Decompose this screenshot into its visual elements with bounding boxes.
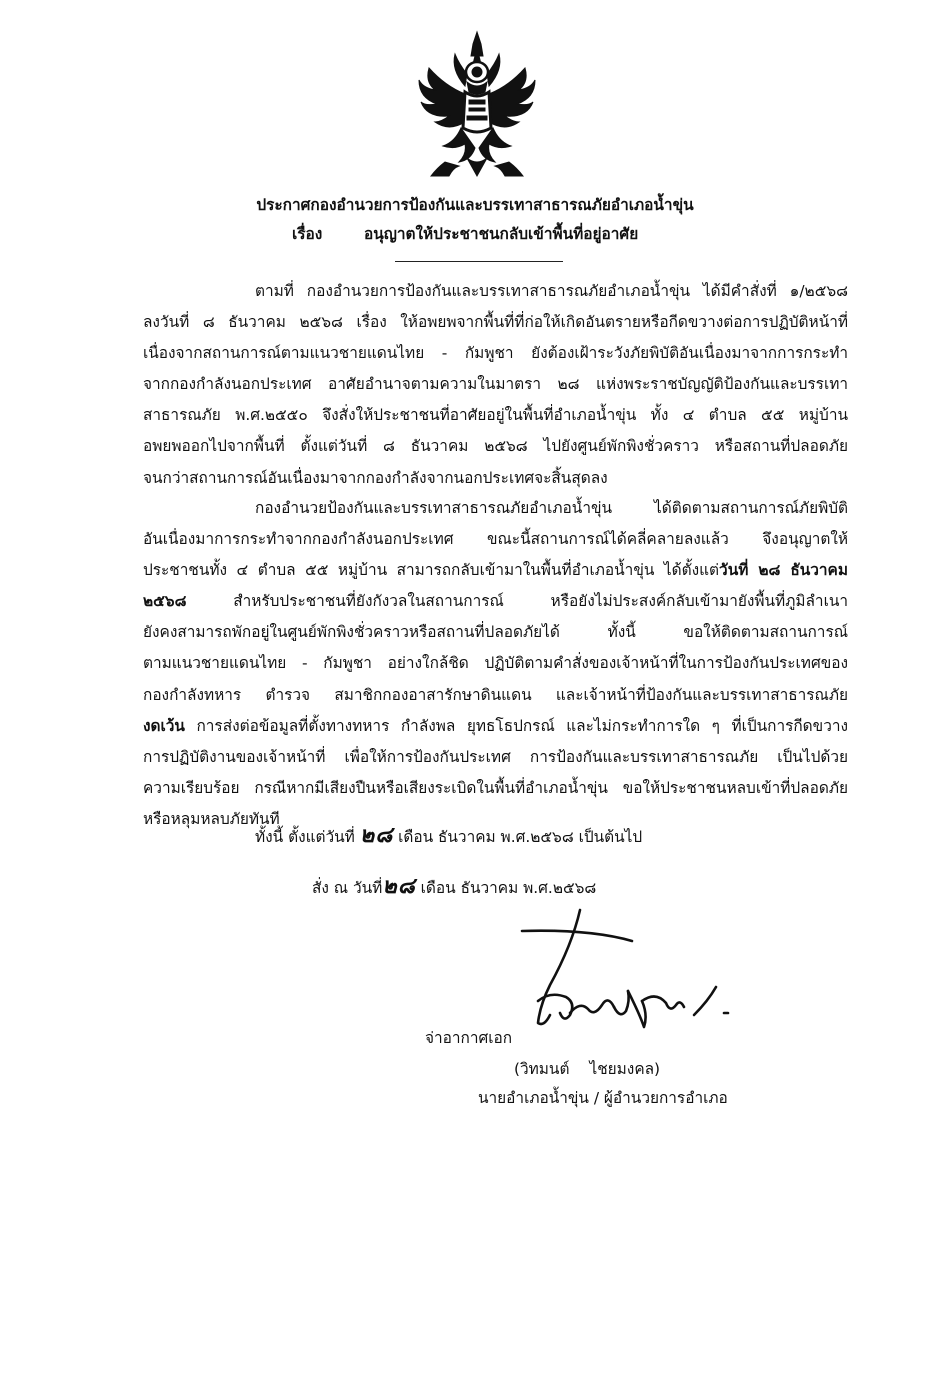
paragraph-2-line (143, 555, 848, 586)
paragraph-2-line: ยังคงสามารถพักอยู่ในศูนย์พักพิงชั่วคราวหรือสถานที่ปลอดภัยได้ ทั้งนี้ ขอให้ติดตามสถานการณ์ (143, 623, 848, 642)
signatory-first-name: (วิทมนต์ (514, 1060, 570, 1078)
announcement-title: ประกาศกองอำนวยการป้องกันและบรรเทาสาธารณภัยอำเภอน้ำขุ่น (256, 196, 694, 214)
subject-label: เรื่อง (292, 225, 323, 243)
paragraph-2-line: หรือหลุมหลบภัยทันที (143, 809, 280, 828)
given-prefix: สั่ง ณ วันที่ (312, 879, 383, 897)
signatory-last-name: ไชยมงคล) (589, 1060, 661, 1078)
garuda-emblem-icon (415, 30, 539, 178)
paragraph-2-line: กองกำลังทหาร ตำรวจ สมาชิกกองอาสารักษาดินแดน และเจ้าหน้าที่ป้องกันและบรรเทาสาธารณภัย (143, 685, 848, 704)
paragraph-1-line: ตามที่ กองอำนวยการป้องกันและบรรเทาสาธารณภัยอำเภอน้ำขุ่น ได้มีคำสั่งที่ ๑/๒๕๖๘ (255, 282, 848, 300)
signatory-name (514, 1056, 660, 1081)
subject-text: อนุญาตให้ประชาชนกลับเข้าพื้นที่อยู่อาศัย (364, 225, 639, 243)
return-year-emphasis: ๒๕๖๘ (143, 592, 187, 611)
paragraph-1-line: ลงวันที่ ๘ ธันวาคม ๒๕๖๘ เรื่อง ให้อพยพจากพื้นที่ที่ก่อให้เกิดอันตรายหรือกีดขวางต่อการปฏิบัติหน้าที่ (143, 313, 848, 332)
paragraph-2-line: ตามแนวชายแดนไทย - กัมพูชา อย่างใกล้ชิด ปฏิบัติตามคำสั่งของเจ้าหน้าที่ในการป้องกันประเทศของ (143, 654, 848, 673)
paragraph-1-line: จากกองกำลังนอกประเทศ อาศัยอำนาจตามความในมาตรา ๒๘ แห่งพระราชบัญญัติป้องกันและบรรเทา (143, 375, 848, 394)
handwritten-signature-icon (510, 905, 760, 1045)
paragraph-2-text: การส่งต่อข้อมูลที่ตั้งทางทหาร กำลังพล ยุทธโธปกรณ์ และไม่กระทำการใด ๆ ที่เป็นการกีดขวาง (184, 716, 848, 735)
paragraph-2-text: สำหรับประชาชนที่ยังกังวลในสถานการณ์ หรือยังไม่ประสงค์กลับเข้ามายังพื้นที่ภูมิลำเนา (186, 592, 848, 611)
paragraph-1-line: จนกว่าสถานการณ์อันเนื่องมาจากกองกำลังจากนอกประเทศจะสิ้นสุดลง (143, 468, 608, 487)
announcement-subject (292, 221, 638, 246)
given-suffix: เดือน ธันวาคม พ.ศ.๒๕๖๘ (420, 879, 597, 897)
paragraph-2-line: ความเรียบร้อย กรณีหากมีเสียงปืนหรือเสียงระเบิดในพื้นที่อำเภอน้ำขุ่น ขอให้ประชาชนหลบเข้าที่ปลอดภัย (143, 778, 848, 797)
effective-date-line (255, 820, 642, 851)
given-day: ๒๘ (382, 873, 416, 899)
effective-suffix: เดือน ธันวาคม พ.ศ.๒๕๖๘ เป็นต้นไป (398, 828, 643, 846)
title-divider (395, 261, 563, 262)
paragraph-2-line: อันเนื่องมาการกระทำจากกองกำลังนอกประเทศ ขณะนี้สถานการณ์ได้คลี่คลายลงแล้ว จึงอนุญาตให้ (143, 530, 848, 549)
return-date-emphasis: วันที่ ๒๘ ธันวาคม (719, 561, 848, 580)
paragraph-2-line (143, 711, 848, 742)
signatory-rank: จ่าอากาศเอก (425, 1029, 513, 1047)
given-date-line (312, 871, 596, 902)
paragraph-1-line: เนื่องจากสถานการณ์ตามแนวชายแดนไทย - กัมพูชา ยังต้องเฝ้าระวังภัยพิบัติอันเนื่องมาจากการกระทำ (143, 344, 848, 363)
paragraph-2-line: กองอำนวยป้องกันและบรรเทาสาธารณภัยอำเภอน้ำขุ่น ได้ติดตามสถานการณ์ภัยพิบัติ (255, 499, 848, 517)
paragraph-2-line: การปฏิบัติงานของเจ้าหน้าที่ เพื่อให้การป้องกันประเทศ การป้องกันและบรรเทาสาธารณภัย เป็นไปด้วย (143, 747, 848, 766)
paragraph-2-line (143, 586, 848, 617)
paragraph-1-line: สาธารณภัย พ.ศ.๒๕๕๐ จึงสั่งให้ประชาชนที่อาศัยอยู่ในพื้นที่อำเภอน้ำขุ่น ทั้ง ๔ ตำบล ๕๕ หมู่บ้าน (143, 406, 848, 425)
prohibition-emphasis: งดเว้น (143, 716, 185, 735)
paragraph-1 (143, 276, 848, 494)
paragraph-2 (143, 493, 848, 835)
paragraph-1-line: อพยพออกไปจากพื้นที่ ตั้งแต่วันที่ ๘ ธันวาคม ๒๕๖๘ ไปยังศูนย์พักพิงชั่วคราว หรือสถานที่ปลอดภัย (143, 437, 848, 456)
signatory-position: นายอำเภอน้ำขุ่น / ผู้อำนวยการอำเภอ (478, 1089, 728, 1107)
effective-prefix: ทั้งนี้ ตั้งแต่วันที่ (255, 828, 355, 846)
paragraph-2-text: ประชาชนทั้ง ๔ ตำบล ๕๕ หมู่บ้าน สามารถกลับเข้ามาในพื้นที่อำเภอน้ำขุ่น ได้ตั้งแต่ (143, 561, 720, 580)
effective-day: ๒๘ (359, 822, 394, 848)
